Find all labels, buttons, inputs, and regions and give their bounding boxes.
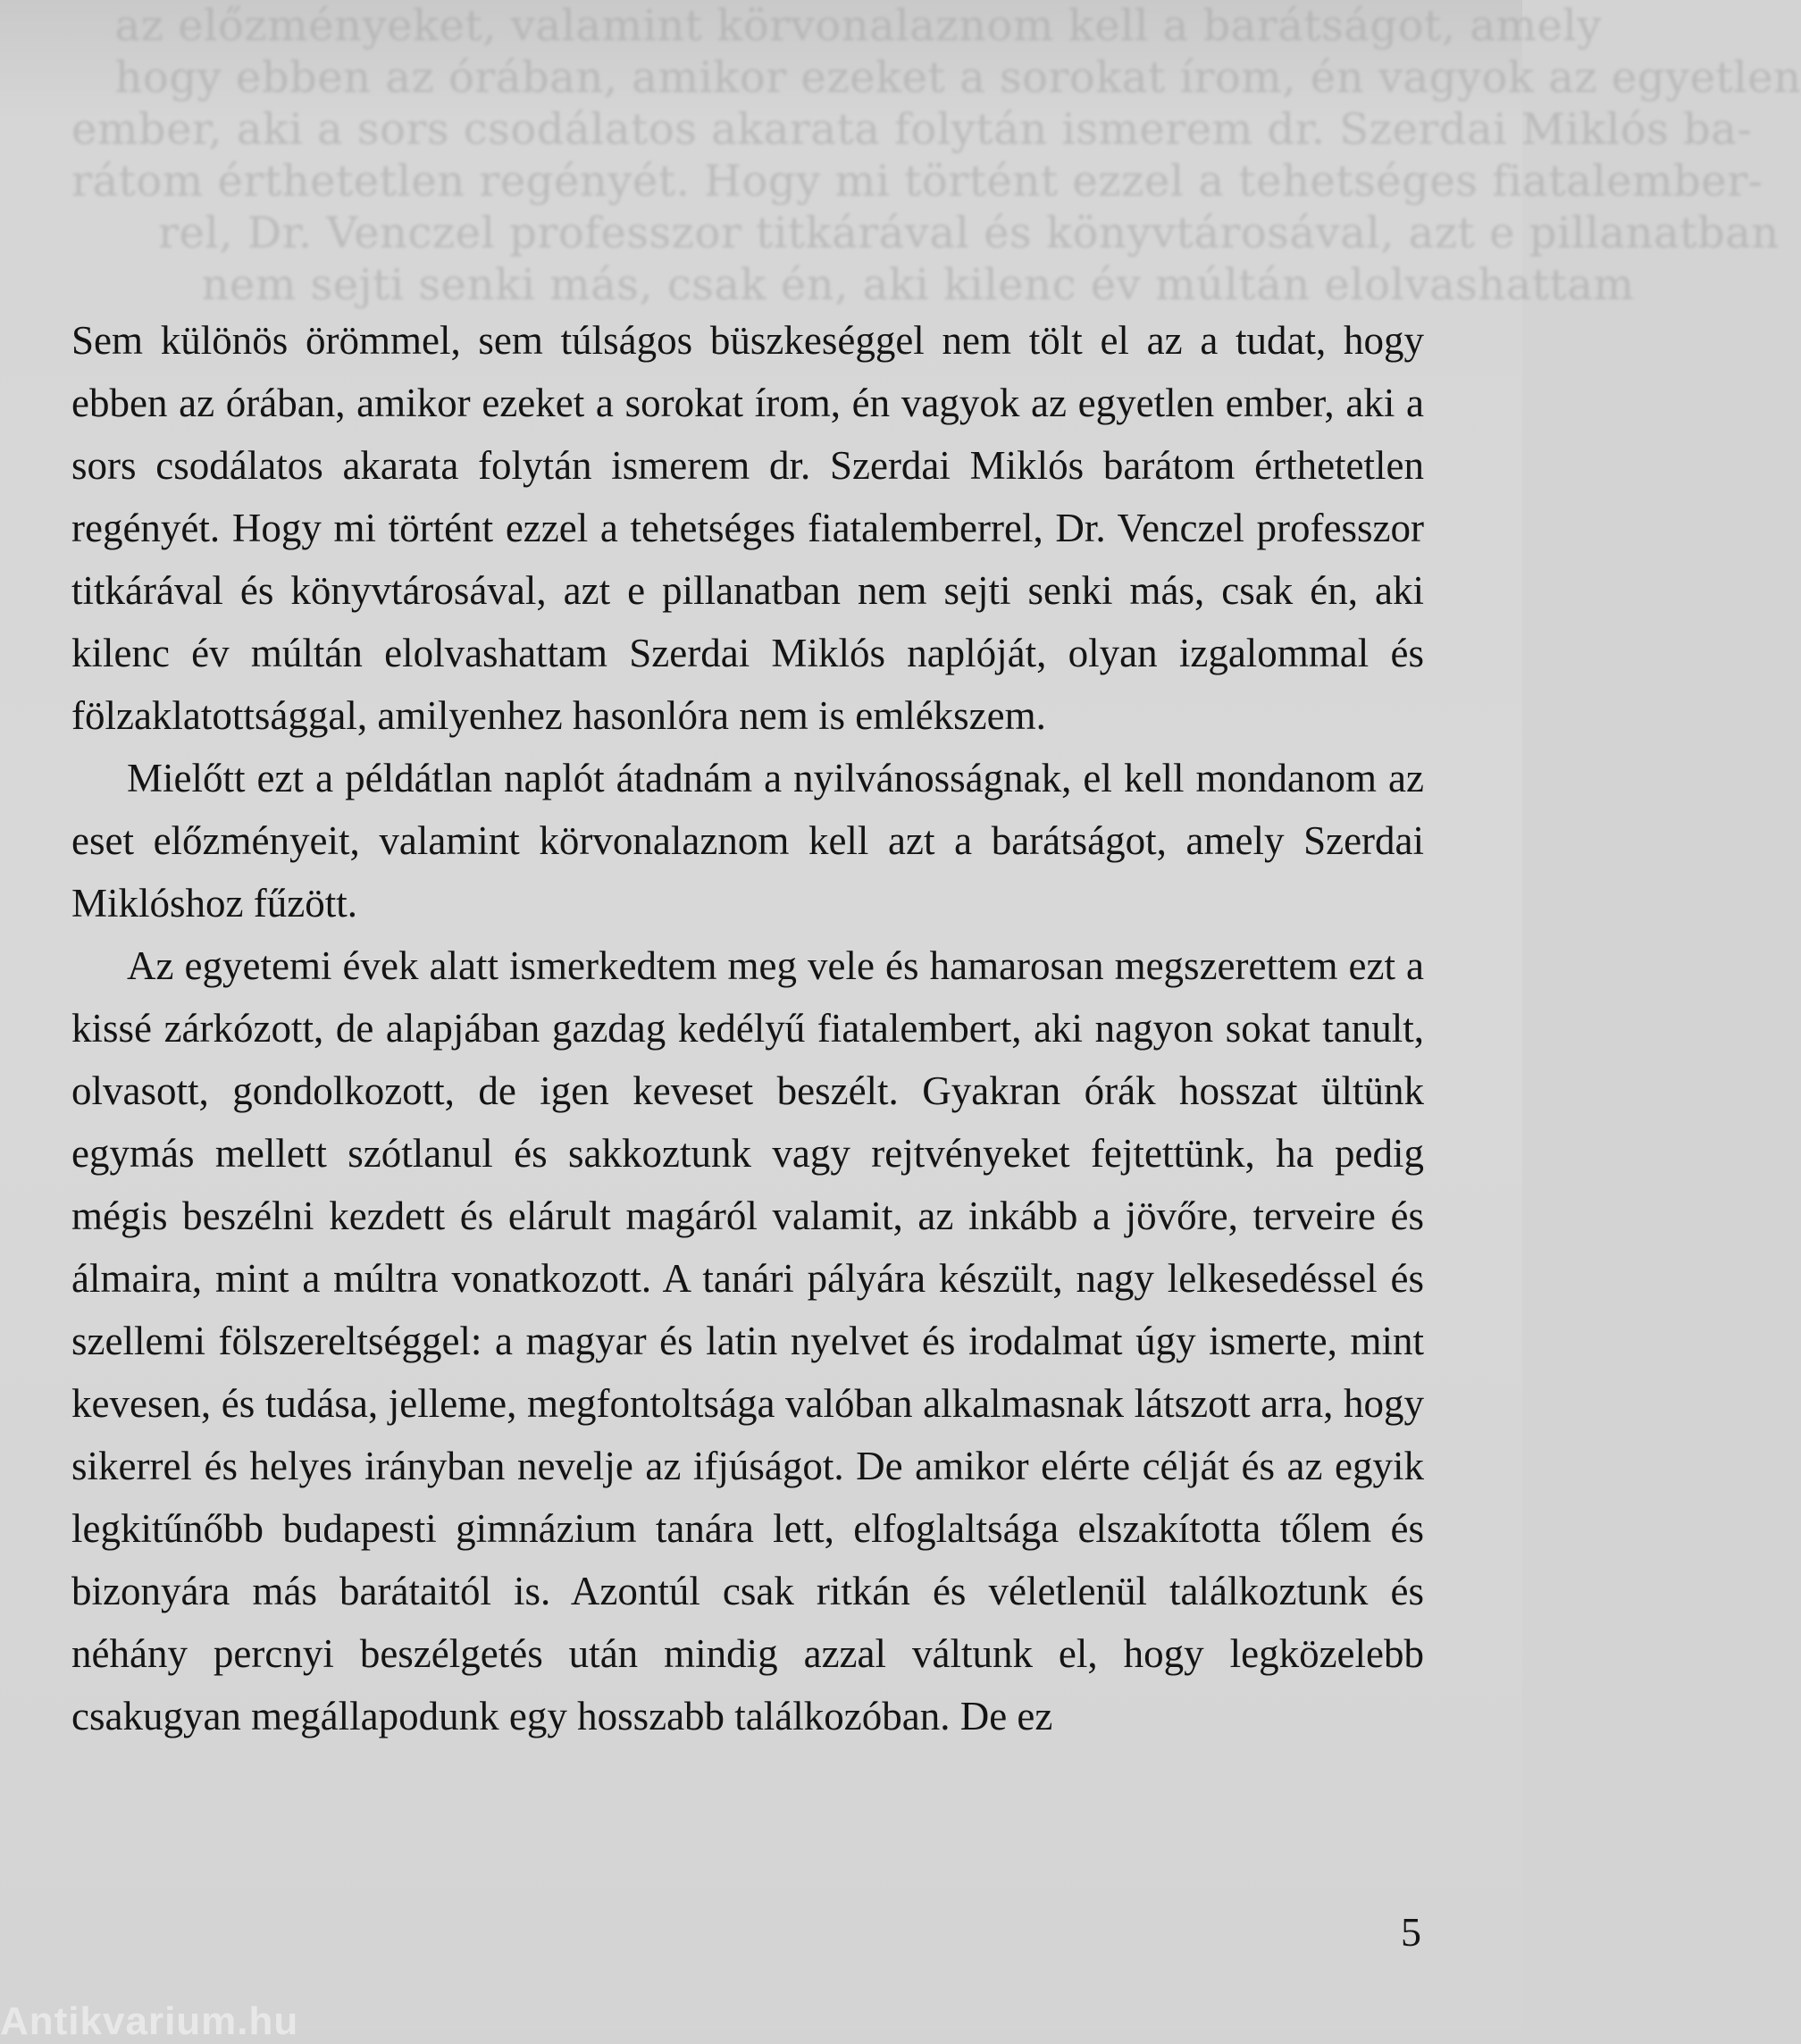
paragraph-2: Mielőtt ezt a példátlan naplót átadnám a nyilvánosságnak, el kell mondanom az eset előzményeit, valamint körvonalaznom kell azt a barátságot, amely Szerdai Miklóshoz fűzött.: [71, 756, 1424, 926]
bleed-through-text: az előzményeket, valamint körvonalaznom kell a barátságot, amely hogy ebben az órában, amikor ezeket a sorokat írom, én vagyok az egyetlen ember, aki a sors csodálatos akarata folytán ismerem dr. Szerdai Miklós ba- rátom érthetetlen regényét. Hogy mi történt ezzel a tehetséges fiatalember- rel, Dr. Venczel professzor titkárával és könyvtárosával, azt e pillanatban nem sejti senki más, csak én, aki kilenc év múltán elolvashattam: [71, 1, 1801, 310]
paragraph-1: Sem különös örömmel, sem túlságos büszkeséggel nem tölt el az a tudat, hogy ebben az órában, amikor ezeket a sorokat írom, én vagyok az egyetlen ember, aki a sors csodálatos akarata folytán ismerem dr. Szerdai Miklós barátom érthetetlen regényét. Hogy mi történt ezzel a tehetséges fiatalemberrel, Dr. Venczel professzor titkárával és könyvtárosával, azt e pillanatban nem sejti senki más, csak én, aki kilenc év múltán elolvashattam Szerdai Miklós naplóját, olyan izgalommal és fölzaklatottsággal, amilyenhez hasonlóra nem is emlékszem.: [71, 318, 1424, 738]
page-number: 5: [1401, 1909, 1421, 1955]
watermark: Antikvarium.hu: [0, 1999, 299, 2043]
body-text: [71, 309, 1424, 1747]
paragraph-3: Az egyetemi évek alatt ismerkedtem meg vele és hamarosan megszerettem ezt a kissé zárkózott, de alapjában gazdag kedélyű fiatalembert, aki nagyon sokat tanult, olvasott, gondolkozott, de igen keveset beszélt. Gyakran órák hosszat ültünk egymás mellett szótlanul és sakkoztunk vagy rejtvényeket fejtettünk, ha pedig mégis beszélni kezdett és elárult magáról valamit, az inkább a jövőre, terveire és álmaira, mint a múltra vonatkozott. A tanári pályára készült, nagy lelkesedéssel és szellemi fölszereltséggel: a magyar és latin nyelvet és irodalmat úgy ismerte, mint kevesen, és tudása, jelleme, megfontoltsága valóban alkalmasnak látszott arra, hogy sikerrel és helyes irányban nevelje az ifjúságot. De amikor elérte célját és az egyik legkitűnőbb budapesti gimnázium tanára lett, elfoglaltsága elszakította tőlem és bizonyára más barátaitól is. Azontúl csak ritkán és véletlenül találkoztunk és néhány percnyi beszélgetés után mindig azzal váltunk el, hogy legközelebb csakugyan megállapodunk egy hosszabb találkozóban. De ez: [71, 943, 1424, 1738]
